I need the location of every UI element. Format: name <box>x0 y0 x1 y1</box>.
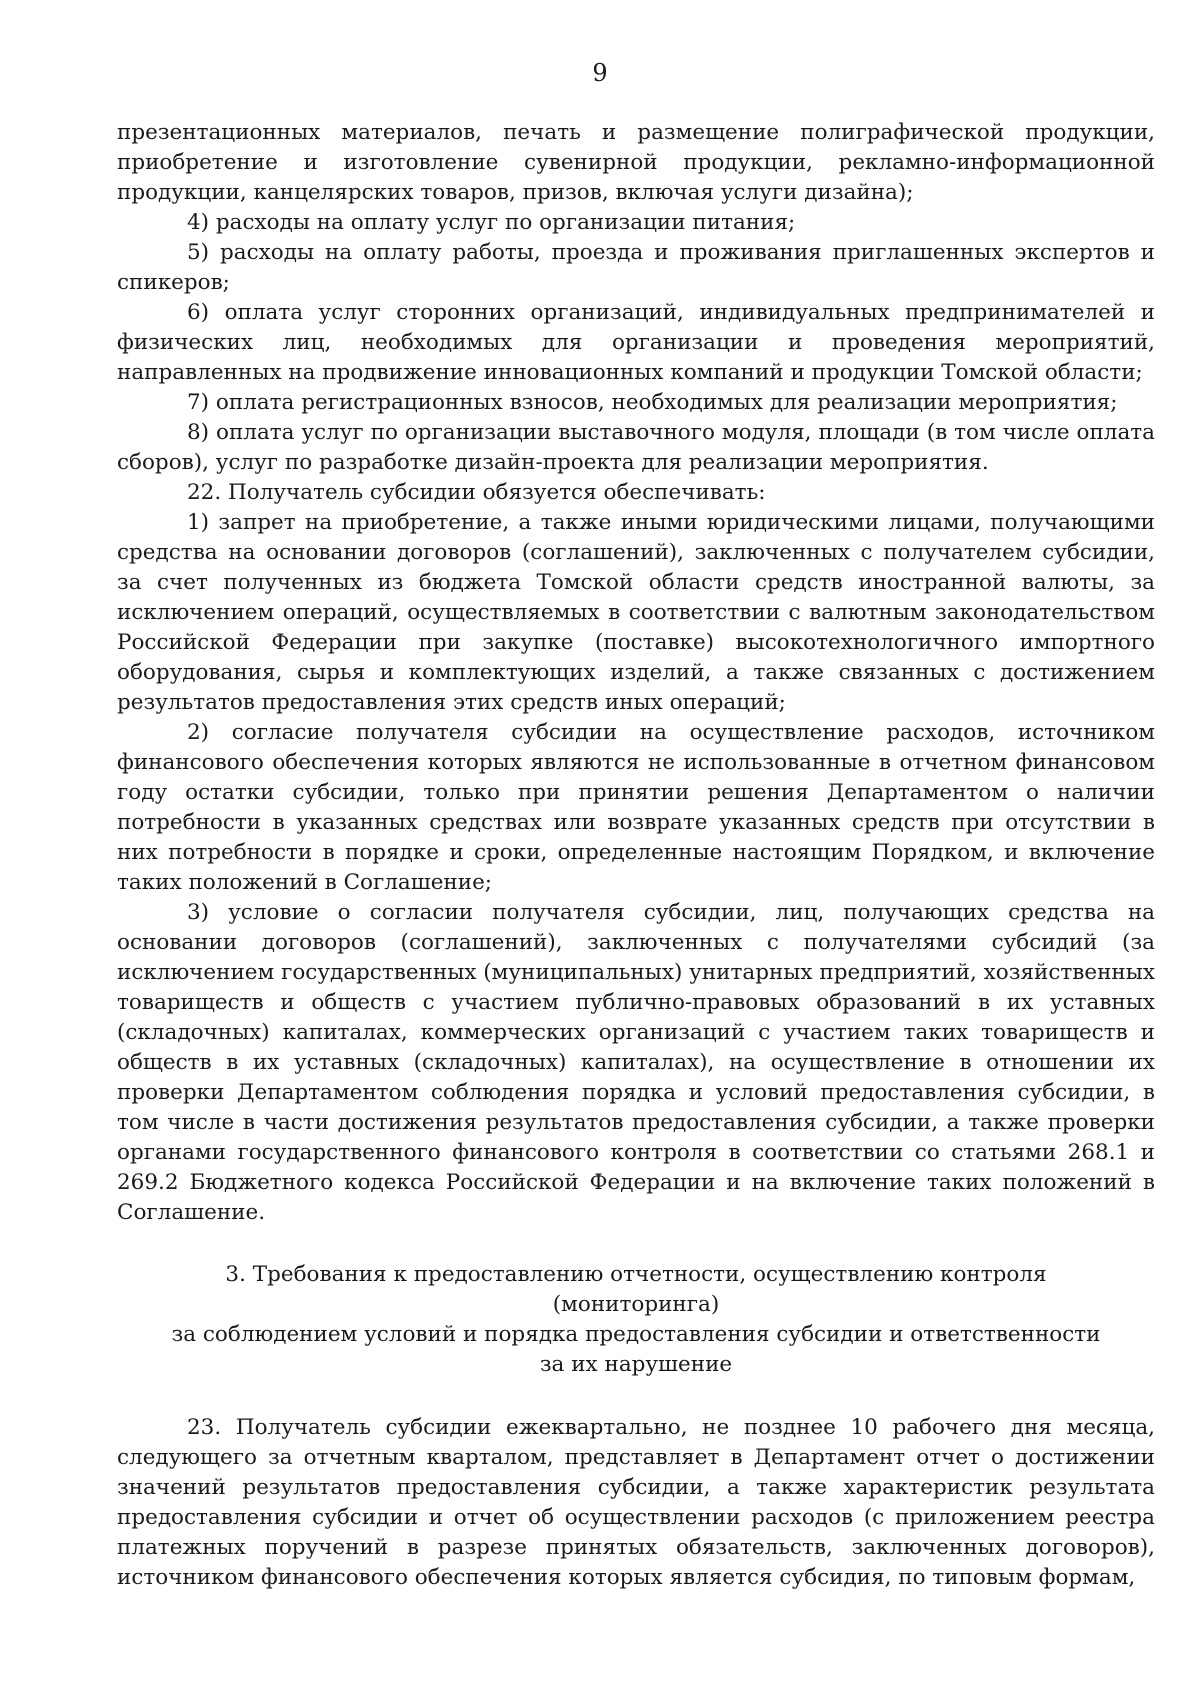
page-number: 9 <box>592 59 608 87</box>
paragraph-clause-23: 23. Получатель субсидии ежеквартально, не позднее 10 рабочего дня месяца, следующего за отчетным кварталом, представляет в Департамент отчет о достижении значений результатов предоставления субсидии, а также характеристик результата предоставления субсидии и отчет об осуществлении расходов (с приложением реестра платежных поручений в разрезе принятых обязательств, заключенных договоров), источником финансового обеспечения которых является субсидия, по типовым формам, <box>117 1415 1155 1590</box>
section-heading <box>117 1260 1155 1380</box>
paragraph-continuation: презентационных материалов, печать и размещение полиграфической продукции, приобретение и изготовление сувенирной продукции, рекламно-информационной продукции, канцелярских товаров, призов, включая услуги дизайна); <box>117 120 1155 205</box>
paragraph-item-7: 7) оплата регистрационных взносов, необходимых для реализации мероприятия; <box>187 390 1118 415</box>
paragraph-item-4: 4) расходы на оплату услуг по организации питания; <box>187 210 796 235</box>
paragraph-clause-22: 22. Получатель субсидии обязуется обеспечивать: <box>187 480 766 505</box>
section-heading-line-1: 3. Требования к предоставлению отчетности, осуществлению контроля (мониторинга) <box>225 1262 1047 1317</box>
paragraph-item-6: 6) оплата услуг сторонних организаций, индивидуальных предпринимателей и физических лиц, необходимых для организации и проведения мероприятий, направленных на продвижение инновационных компаний и продукции Томской области; <box>117 300 1155 385</box>
paragraph-item-5: 5) расходы на оплату работы, проезда и проживания приглашенных экспертов и спикеров; <box>117 240 1155 295</box>
paragraph-item-8: 8) оплата услуг по организации выставочного модуля, площади (в том числе оплата сборов), услуг по разработке дизайн-проекта для реализации мероприятия. <box>117 420 1155 475</box>
section-heading-line-2: за соблюдением условий и порядка предоставления субсидии и ответственности <box>171 1322 1101 1347</box>
paragraph-clause-22-item-1: 1) запрет на приобретение, а также иными юридическими лицами, получающими средства на основании договоров (соглашений), заключенных с получателем субсидии, за счет полученных из бюджета Томской области средств иностранной валюты, за исключением операций, осуществляемых в соответствии с валютным законодательством Российской Федерации при закупке (поставке) высокотехнологичного импортного оборудования, сырья и комплектующих изделий, а также связанных с достижением результатов предоставления этих средств иных операций; <box>117 510 1155 715</box>
document-body <box>117 118 1155 1593</box>
paragraph-clause-22-item-3: 3) условие о согласии получателя субсидии, лиц, получающих средства на основании договоров (соглашений), заключенных с получателями субсидий (за исключением государственных (муниципальных) унитарных предприятий, хозяйственных товариществ и обществ с участием публично-правовых образований в их уставных (складочных) капиталах, коммерческих организаций с участием таких товариществ и обществ в их уставных (складочных) капиталах), на осуществление в отношении их проверки Департаментом соблюдения порядка и условий предоставления субсидии, в том числе в части достижения результатов предоставления субсидии, а также проверки органами государственного финансового контроля в соответствии со статьями 268.1 и 269.2 Бюджетного кодекса Российской Федерации и на включение таких положений в Соглашение. <box>117 900 1155 1225</box>
section-heading-line-3: за их нарушение <box>539 1352 733 1377</box>
paragraph-clause-22-item-2: 2) согласие получателя субсидии на осуществление расходов, источником финансового обеспечения которых являются не использованные в отчетном финансовом году остатки субсидии, только при принятии решения Департаментом о наличии потребности в указанных средствах или возврате указанных средств при отсутствии в них потребности в порядке и сроки, определенные настоящим Порядком, и включение таких положений в Соглашение; <box>117 720 1155 895</box>
